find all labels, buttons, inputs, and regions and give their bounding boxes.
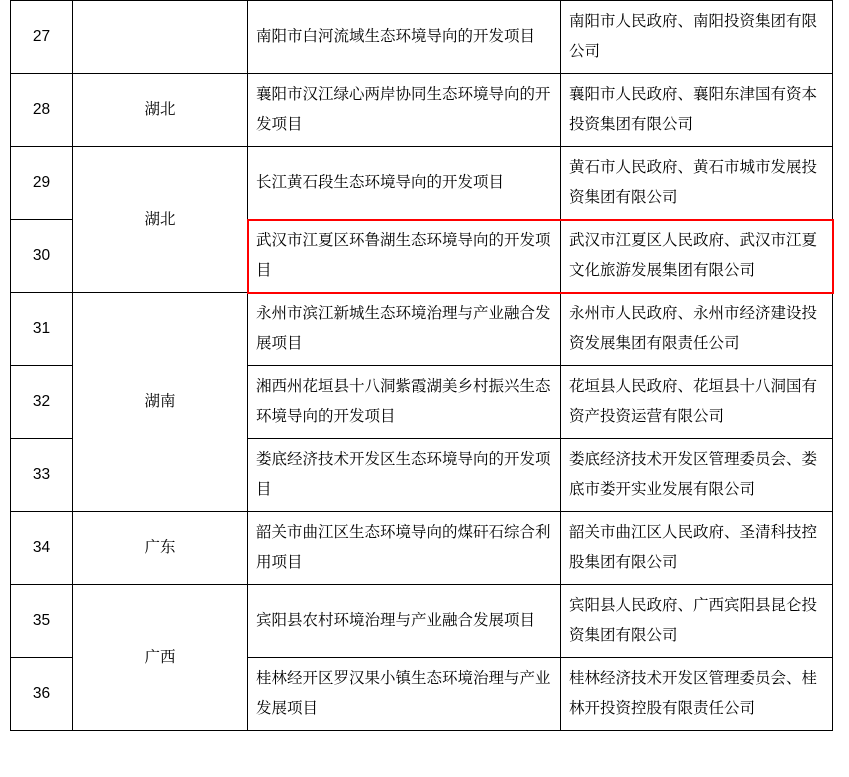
- cell-project-name: 南阳市白河流域生态环境导向的开发项目: [248, 1, 561, 74]
- cell-serial-number: 31: [11, 293, 73, 366]
- cell-province: [73, 1, 248, 74]
- cell-declaring-unit: 桂林经济技术开发区管理委员会、桂林开投资控股有限责任公司: [561, 658, 833, 731]
- table-row: [11, 74, 833, 147]
- cell-project-name: 桂林经开区罗汉果小镇生态环境治理与产业发展项目: [248, 658, 561, 731]
- cell-project-name: 永州市滨江新城生态环境治理与产业融合发展项目: [248, 293, 561, 366]
- cell-project-name: 襄阳市汉江绿心两岸协同生态环境导向的开发项目: [248, 74, 561, 147]
- table-body: [11, 1, 833, 731]
- cell-declaring-unit: 武汉市江夏区人民政府、武汉市江夏文化旅游发展集团有限公司: [561, 220, 833, 293]
- cell-serial-number: 32: [11, 366, 73, 439]
- cell-serial-number: 29: [11, 147, 73, 220]
- cell-province: 湖北: [73, 74, 248, 147]
- cell-declaring-unit: 宾阳县人民政府、广西宾阳县昆仑投资集团有限公司: [561, 585, 833, 658]
- cell-project-name: 长江黄石段生态环境导向的开发项目: [248, 147, 561, 220]
- cell-declaring-unit: 黄石市人民政府、黄石市城市发展投资集团有限公司: [561, 147, 833, 220]
- cell-project-name: 宾阳县农村环境治理与产业融合发展项目: [248, 585, 561, 658]
- cell-serial-number: 27: [11, 1, 73, 74]
- cell-declaring-unit: 韶关市曲江区人民政府、圣清科技控股集团有限公司: [561, 512, 833, 585]
- cell-declaring-unit: 娄底经济技术开发区管理委员会、娄底市娄开实业发展有限公司: [561, 439, 833, 512]
- cell-province: 湖南: [73, 293, 248, 512]
- cell-project-name: 武汉市江夏区环鲁湖生态环境导向的开发项目: [248, 220, 561, 293]
- cell-declaring-unit: 花垣县人民政府、花垣县十八洞国有资产投资运营有限公司: [561, 366, 833, 439]
- cell-province: 湖北: [73, 147, 248, 293]
- cell-project-name: 娄底经济技术开发区生态环境导向的开发项目: [248, 439, 561, 512]
- cell-project-name: 湘西州花垣县十八洞紫霞湖美乡村振兴生态环境导向的开发项目: [248, 366, 561, 439]
- cell-declaring-unit: 南阳市人民政府、南阳投资集团有限公司: [561, 1, 833, 74]
- table-row: [11, 512, 833, 585]
- project-table: [10, 0, 833, 731]
- cell-declaring-unit: 永州市人民政府、永州市经济建设投资发展集团有限责任公司: [561, 293, 833, 366]
- cell-province: 广西: [73, 585, 248, 731]
- cell-serial-number: 36: [11, 658, 73, 731]
- cell-declaring-unit: 襄阳市人民政府、襄阳东津国有资本投资集团有限公司: [561, 74, 833, 147]
- table-row: [11, 1, 833, 74]
- table-row: [11, 293, 833, 366]
- cell-serial-number: 35: [11, 585, 73, 658]
- cell-serial-number: 33: [11, 439, 73, 512]
- table-row: [11, 147, 833, 220]
- cell-project-name: 韶关市曲江区生态环境导向的煤矸石综合利用项目: [248, 512, 561, 585]
- cell-serial-number: 28: [11, 74, 73, 147]
- cell-province: 广东: [73, 512, 248, 585]
- cell-serial-number: 34: [11, 512, 73, 585]
- table-row: [11, 585, 833, 658]
- cell-serial-number: 30: [11, 220, 73, 293]
